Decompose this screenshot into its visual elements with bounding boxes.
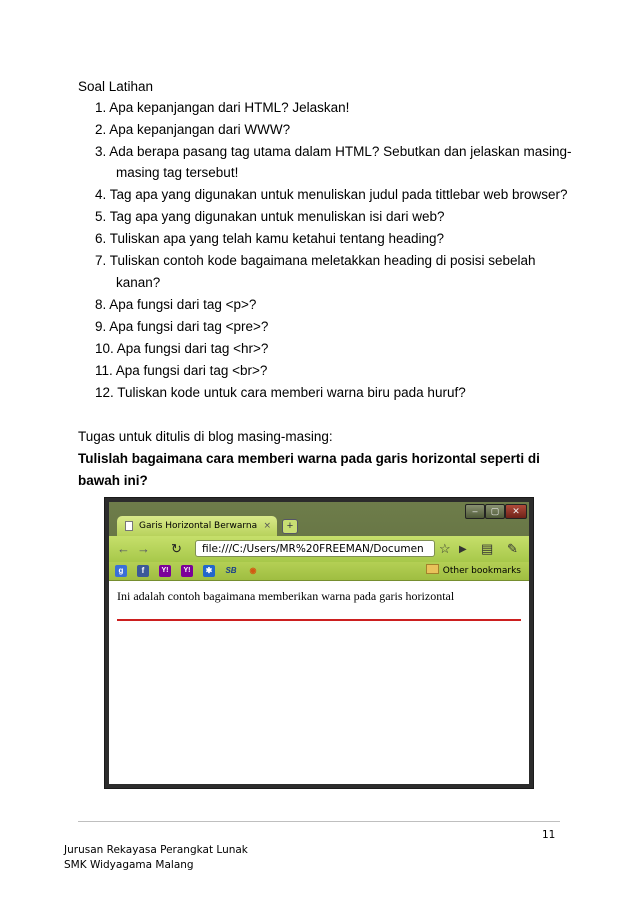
browser-toolbar: [109, 536, 529, 562]
google-bookmark-icon: g: [115, 565, 127, 577]
butterfly-bookmark-icon: ✱: [203, 565, 215, 577]
question-12: 12. Tuliskan kode untuk cara memberi warna biru pada huruf?: [95, 385, 466, 400]
tab-close-icon: ×: [263, 521, 271, 531]
other-bookmarks: [426, 564, 521, 578]
sb-bookmark-icon: SB: [225, 566, 237, 575]
task-instruction: Tulislah bagaimana cara memberi warna pada garis horizontal seperti di: [78, 451, 540, 466]
question-3: 3. Ada berapa pasang tag utama dalam HTML? Sebutkan dan jelaskan masing-: [95, 144, 572, 159]
forward-icon: →: [137, 541, 150, 556]
firefox-bookmark-icon: ◉: [249, 566, 257, 575]
browser-screenshot: [104, 497, 534, 789]
question-8: 8. Apa fungsi dari tag <p>?: [95, 297, 257, 312]
tab-title: Garis Horizontal Berwarna: [139, 521, 258, 531]
facebook-bookmark-icon: f: [137, 565, 149, 577]
browser-tab: [117, 516, 277, 536]
folder-icon: [426, 564, 439, 574]
address-bar: file:///C:/Users/MR%20FREEMAN/Documen: [195, 540, 435, 557]
footer-school: SMK Widyagama Malang: [64, 859, 194, 871]
task-intro: Tugas untuk ditulis di blog masing-masing:: [78, 429, 333, 444]
close-icon: ✕: [505, 504, 527, 519]
yahoo-bookmark-icon-2: Y!: [181, 565, 193, 577]
bookmarks-bar: [109, 562, 529, 581]
page-text: Ini adalah contoh bagaimana memberikan warna pada garis horizontal: [117, 589, 455, 603]
footer-department: Jurusan Rekayasa Perangkat Lunak: [64, 844, 248, 856]
minimize-icon: –: [465, 504, 485, 519]
back-icon: ←: [117, 541, 130, 556]
question-5: 5. Tag apa yang digunakan untuk menuliskan isi dari web?: [95, 209, 445, 224]
reload-icon: ↻: [171, 541, 182, 556]
question-11: 11. Apa fungsi dari tag <br>?: [95, 363, 268, 378]
page-icon: [125, 521, 133, 531]
browser-window: [109, 502, 529, 784]
yahoo-bookmark-icon: Y!: [159, 565, 171, 577]
question-2: 2. Apa kepanjangan dari WWW?: [95, 122, 291, 137]
wrench-icon: ✎: [507, 541, 518, 556]
footer-divider: [78, 821, 560, 822]
page-number: 11: [542, 829, 556, 841]
question-6: 6. Tuliskan apa yang telah kamu ketahui tentang heading?: [95, 231, 445, 246]
question-7: 7. Tuliskan contoh kode bagaimana meletakkan heading di posisi sebelah: [95, 253, 536, 268]
new-tab-icon: +: [282, 519, 298, 534]
maximize-icon: ▢: [485, 504, 505, 519]
question-3-cont: masing tag tersebut!: [116, 165, 239, 180]
question-1: 1. Apa kepanjangan dari HTML? Jelaskan!: [95, 100, 350, 115]
star-icon: ☆: [439, 541, 451, 556]
browser-content: [109, 581, 529, 784]
play-icon: ▶: [459, 544, 467, 555]
horizontal-rule: [117, 619, 521, 621]
page-menu-icon: ▤: [481, 541, 494, 556]
question-10: 10. Apa fungsi dari tag <hr>?: [95, 341, 269, 356]
other-bookmarks-label: Other bookmarks: [442, 566, 521, 576]
section-heading: Soal Latihan: [78, 79, 154, 94]
question-9: 9. Apa fungsi dari tag <pre>?: [95, 319, 269, 334]
task-instruction-cont: bawah ini?: [78, 473, 148, 488]
question-7-cont: kanan?: [116, 275, 161, 290]
question-4: 4. Tag apa yang digunakan untuk menuliskan judul pada tittlebar web browser?: [95, 187, 568, 202]
